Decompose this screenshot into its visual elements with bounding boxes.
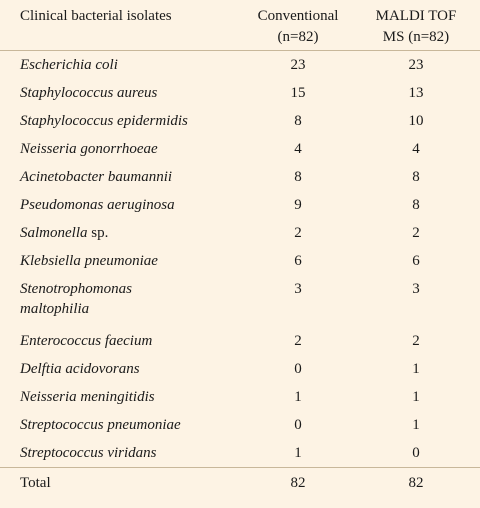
total-conventional: 82 [244, 467, 352, 498]
header-conventional-line2: (n=82) [277, 29, 319, 45]
table-row [0, 163, 480, 191]
maldi-count: 8 [412, 168, 420, 185]
header-maldi [352, 0, 480, 50]
maldi-count: 6 [412, 252, 420, 269]
header-isolates-label: Clinical bacterial isolates [20, 8, 172, 24]
total-label: Total [0, 467, 244, 498]
table-row [0, 383, 480, 411]
isolate-name: Staphylococcus aureus [20, 84, 158, 101]
isolate-name: Delftia acidovorans [20, 360, 140, 377]
table-row [0, 439, 480, 468]
total-maldi: 82 [352, 467, 480, 498]
maldi-count: 0 [412, 444, 420, 461]
conventional-count: 23 [290, 56, 306, 73]
table-row [0, 219, 480, 247]
maldi-count: 1 [412, 360, 420, 377]
conventional-count: 9 [294, 196, 302, 213]
isolate-name: Klebsiella pneumoniae [20, 252, 158, 269]
isolate-name: Enterococcus faecium [20, 332, 153, 349]
conventional-count: 0 [294, 360, 302, 377]
maldi-count: 2 [412, 332, 420, 349]
maldi-count: 10 [408, 112, 424, 129]
conventional-count: 15 [290, 84, 306, 101]
total-row [0, 467, 480, 498]
isolate-name [0, 275, 244, 327]
header-conventional [244, 0, 352, 50]
conventional-count: 3 [294, 280, 302, 297]
isolate-name: Streptococcus viridans [20, 444, 157, 461]
conventional-count: 1 [294, 444, 302, 461]
isolate-name: Pseudomonas aeruginosa [20, 196, 175, 213]
conventional-count: 2 [294, 224, 302, 241]
isolate-name: Neisseria meningitidis [20, 388, 155, 405]
isolate-name: Streptococcus pneumoniae [20, 416, 181, 433]
table-row [0, 411, 480, 439]
conventional-count: 1 [294, 388, 302, 405]
conventional-count: 6 [294, 252, 302, 269]
maldi-count: 1 [412, 416, 420, 433]
maldi-count: 3 [412, 280, 420, 297]
table-row [0, 247, 480, 275]
header-conventional-line1: Conventional [257, 8, 339, 24]
isolate-species-suffix: sp. [87, 224, 109, 241]
table-row [0, 355, 480, 383]
isolate-name: Staphylococcus epidermidis [20, 112, 188, 129]
isolate-name: Acinetobacter baumannii [20, 168, 173, 185]
isolate-name-line1: Stenotrophomonas [20, 280, 132, 297]
table-row [0, 135, 480, 163]
isolate-name [0, 219, 244, 247]
isolate-name-line2: maltophilia [20, 300, 90, 317]
table-row [0, 191, 480, 219]
maldi-count: 23 [408, 56, 424, 73]
conventional-count: 0 [294, 416, 302, 433]
maldi-count: 13 [408, 84, 424, 101]
header-maldi-line2: MS (n=82) [382, 29, 450, 45]
table-row [0, 327, 480, 355]
table-header-row [0, 0, 480, 50]
conventional-count: 8 [294, 112, 302, 129]
table-row [0, 79, 480, 107]
header-isolates [0, 0, 244, 50]
conventional-count: 8 [294, 168, 302, 185]
maldi-count: 4 [412, 140, 420, 157]
table-row [0, 107, 480, 135]
conventional-count: 4 [294, 140, 302, 157]
maldi-count: 2 [412, 224, 420, 241]
isolate-name: Neisseria gonorrhoeae [20, 140, 158, 157]
table-row [0, 275, 480, 327]
maldi-count: 8 [412, 196, 420, 213]
conventional-count: 2 [294, 332, 302, 349]
isolate-genus: Salmonella [20, 224, 88, 241]
maldi-count: 1 [412, 388, 420, 405]
header-maldi-line1: MALDI TOF [375, 8, 457, 24]
table-row [0, 50, 480, 79]
isolate-name: Escherichia coli [20, 56, 118, 73]
